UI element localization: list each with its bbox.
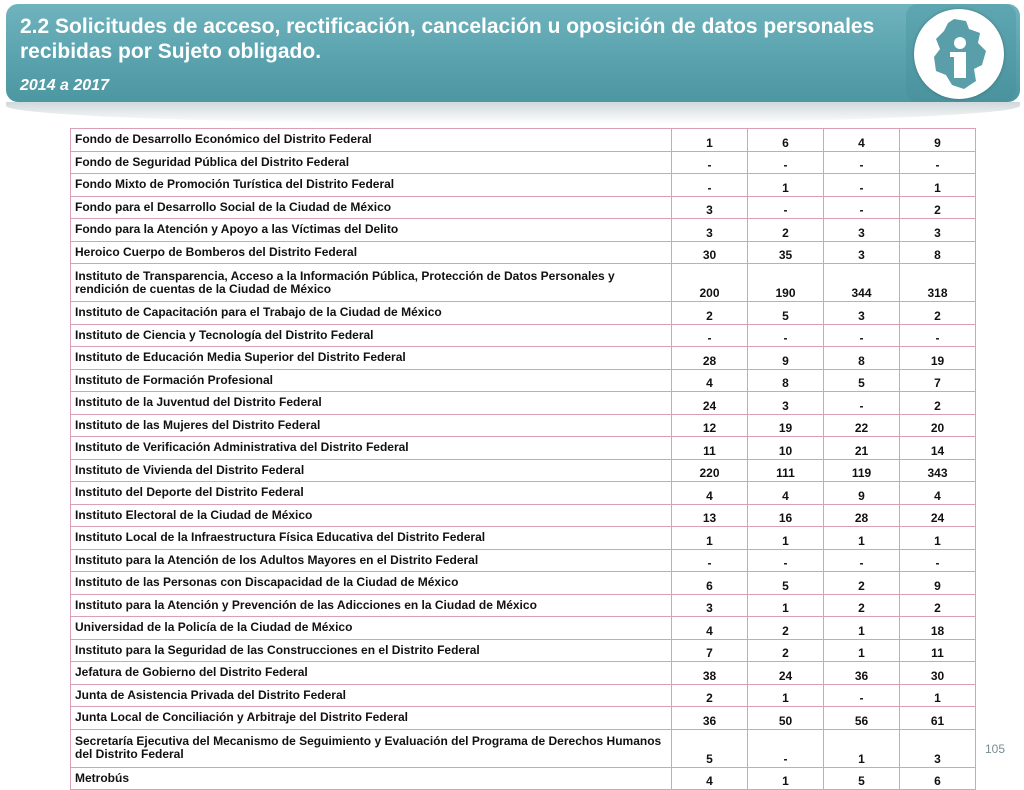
value-cell: 2 xyxy=(900,594,976,617)
value-cell: 4 xyxy=(672,482,748,505)
entity-name-cell: Instituto de la Juventud del Distrito Federal xyxy=(71,392,672,415)
value-cell: 13 xyxy=(672,504,748,527)
value-cell: 344 xyxy=(824,264,900,302)
value-cell: 4 xyxy=(824,129,900,152)
entity-name-cell: Jefatura de Gobierno del Distrito Federal xyxy=(71,662,672,685)
value-cell: 2 xyxy=(748,617,824,640)
table-row xyxy=(71,241,976,264)
value-cell: 2 xyxy=(900,196,976,219)
entity-name-cell: Instituto de Verificación Administrativa del Distrito Federal xyxy=(71,437,672,460)
table-row xyxy=(71,129,976,152)
value-cell: - xyxy=(824,174,900,197)
value-cell: 2 xyxy=(672,684,748,707)
value-cell: 119 xyxy=(824,459,900,482)
entity-name-cell: Instituto del Deporte del Distrito Federal xyxy=(71,482,672,505)
value-cell: 24 xyxy=(672,392,748,415)
table-row xyxy=(71,174,976,197)
value-cell: 111 xyxy=(748,459,824,482)
entity-name-cell: Junta Local de Conciliación y Arbitraje del Distrito Federal xyxy=(71,707,672,730)
entity-name-cell: Fondo Mixto de Promoción Turística del Distrito Federal xyxy=(71,174,672,197)
value-cell: 28 xyxy=(672,347,748,370)
value-cell: 30 xyxy=(900,662,976,685)
value-cell: 5 xyxy=(824,369,900,392)
value-cell: 4 xyxy=(672,369,748,392)
value-cell: 30 xyxy=(672,241,748,264)
value-cell: 8 xyxy=(748,369,824,392)
value-cell: 6 xyxy=(900,767,976,790)
table-row xyxy=(71,369,976,392)
value-cell: 19 xyxy=(900,347,976,370)
value-cell: - xyxy=(824,549,900,572)
value-cell: 3 xyxy=(672,219,748,242)
entity-name-cell: Instituto Electoral de la Ciudad de México xyxy=(71,504,672,527)
banner-shadow xyxy=(6,102,1020,124)
entity-name-cell: Instituto para la Seguridad de las Construcciones en el Distrito Federal xyxy=(71,639,672,662)
value-cell: 200 xyxy=(672,264,748,302)
value-cell: 1 xyxy=(672,527,748,550)
entity-name-cell: Instituto para la Atención y Prevención de las Adicciones en la Ciudad de México xyxy=(71,594,672,617)
value-cell: 1 xyxy=(748,767,824,790)
page-subtitle: 2014 a 2017 xyxy=(20,77,109,94)
value-cell: - xyxy=(900,549,976,572)
value-cell: 11 xyxy=(900,639,976,662)
table-row xyxy=(71,264,976,302)
value-cell: 14 xyxy=(900,437,976,460)
value-cell: 9 xyxy=(748,347,824,370)
entity-name-cell: Secretaría Ejecutiva del Mecanismo de Seguimiento y Evaluación del Programa de Derechos Humanos del Distrito Federal xyxy=(71,729,672,767)
entity-name-cell: Instituto de las Mujeres del Distrito Federal xyxy=(71,414,672,437)
value-cell: 1 xyxy=(748,174,824,197)
table-row xyxy=(71,707,976,730)
value-cell: 9 xyxy=(900,572,976,595)
value-cell: 1 xyxy=(672,129,748,152)
entity-name-cell: Instituto de Capacitación para el Trabajo de la Ciudad de México xyxy=(71,302,672,325)
value-cell: 10 xyxy=(748,437,824,460)
value-cell: 12 xyxy=(672,414,748,437)
table-row xyxy=(71,482,976,505)
table-row xyxy=(71,347,976,370)
value-cell: 20 xyxy=(900,414,976,437)
table-row xyxy=(71,729,976,767)
cdmx-map-info-icon xyxy=(914,9,1004,99)
value-cell: 5 xyxy=(672,729,748,767)
entity-name-cell: Instituto de Ciencia y Tecnología del Distrito Federal xyxy=(71,324,672,347)
value-cell: 24 xyxy=(748,662,824,685)
table-row xyxy=(71,549,976,572)
value-cell: 5 xyxy=(748,572,824,595)
entity-name-cell: Heroico Cuerpo de Bomberos del Distrito Federal xyxy=(71,241,672,264)
value-cell: 2 xyxy=(672,302,748,325)
value-cell: 4 xyxy=(672,767,748,790)
value-cell: 22 xyxy=(824,414,900,437)
value-cell: 16 xyxy=(748,504,824,527)
value-cell: 1 xyxy=(824,527,900,550)
page-number: 105 xyxy=(985,742,1006,756)
value-cell: - xyxy=(824,684,900,707)
table-row xyxy=(71,414,976,437)
value-cell: - xyxy=(748,549,824,572)
entity-name-cell: Instituto de Formación Profesional xyxy=(71,369,672,392)
table-row xyxy=(71,594,976,617)
value-cell: 36 xyxy=(672,707,748,730)
value-cell: 38 xyxy=(672,662,748,685)
table-row xyxy=(71,437,976,460)
entity-name-cell: Instituto para la Atención de los Adultos Mayores en el Distrito Federal xyxy=(71,549,672,572)
value-cell: 36 xyxy=(824,662,900,685)
table-row xyxy=(71,219,976,242)
entity-name-cell: Fondo para la Atención y Apoyo a las Víctimas del Delito xyxy=(71,219,672,242)
value-cell: 2 xyxy=(748,639,824,662)
table-row xyxy=(71,459,976,482)
value-cell: 1 xyxy=(900,527,976,550)
table-row xyxy=(71,302,976,325)
table-row xyxy=(71,392,976,415)
value-cell: 21 xyxy=(824,437,900,460)
value-cell: 1 xyxy=(900,174,976,197)
entity-name-cell: Metrobús xyxy=(71,767,672,790)
value-cell: 56 xyxy=(824,707,900,730)
table-row xyxy=(71,572,976,595)
value-cell: 61 xyxy=(900,707,976,730)
entity-name-cell: Fondo para el Desarrollo Social de la Ciudad de México xyxy=(71,196,672,219)
value-cell: - xyxy=(824,324,900,347)
value-cell: 6 xyxy=(748,129,824,152)
table-row xyxy=(71,617,976,640)
entity-name-cell: Instituto Local de la Infraestructura Física Educativa del Distrito Federal xyxy=(71,527,672,550)
requests-table xyxy=(70,128,976,790)
value-cell: 3 xyxy=(672,196,748,219)
value-cell: 4 xyxy=(900,482,976,505)
value-cell: - xyxy=(748,151,824,174)
value-cell: 1 xyxy=(900,684,976,707)
value-cell: - xyxy=(672,549,748,572)
value-cell: 19 xyxy=(748,414,824,437)
value-cell: 220 xyxy=(672,459,748,482)
value-cell: 3 xyxy=(824,302,900,325)
value-cell: 7 xyxy=(672,639,748,662)
value-cell: - xyxy=(672,174,748,197)
table-row xyxy=(71,196,976,219)
entity-name-cell: Instituto de Transparencia, Acceso a la Información Pública, Protección de Datos Personales y rendición de cuentas de la Ciudad de México xyxy=(71,264,672,302)
value-cell: 3 xyxy=(748,392,824,415)
value-cell: 9 xyxy=(824,482,900,505)
value-cell: - xyxy=(824,392,900,415)
table-row xyxy=(71,324,976,347)
value-cell: 5 xyxy=(824,767,900,790)
value-cell: - xyxy=(672,151,748,174)
value-cell: - xyxy=(900,151,976,174)
value-cell: 2 xyxy=(900,302,976,325)
table-row xyxy=(71,767,976,790)
value-cell: 3 xyxy=(672,594,748,617)
value-cell: 11 xyxy=(672,437,748,460)
value-cell: - xyxy=(824,196,900,219)
value-cell: - xyxy=(748,196,824,219)
value-cell: 1 xyxy=(748,527,824,550)
value-cell: 18 xyxy=(900,617,976,640)
table-row xyxy=(71,504,976,527)
value-cell: - xyxy=(748,324,824,347)
value-cell: 6 xyxy=(672,572,748,595)
value-cell: 3 xyxy=(824,241,900,264)
value-cell: - xyxy=(748,729,824,767)
value-cell: 8 xyxy=(900,241,976,264)
value-cell: 1 xyxy=(824,729,900,767)
table-row xyxy=(71,151,976,174)
value-cell: 50 xyxy=(748,707,824,730)
value-cell: 3 xyxy=(900,729,976,767)
value-cell: 2 xyxy=(748,219,824,242)
value-cell: 9 xyxy=(900,129,976,152)
value-cell: - xyxy=(824,151,900,174)
value-cell: 1 xyxy=(748,594,824,617)
entity-name-cell: Fondo de Seguridad Pública del Distrito Federal xyxy=(71,151,672,174)
entity-name-cell: Instituto de Vivienda del Distrito Federal xyxy=(71,459,672,482)
entity-name-cell: Universidad de la Policía de la Ciudad de México xyxy=(71,617,672,640)
value-cell: 1 xyxy=(748,684,824,707)
value-cell: 4 xyxy=(748,482,824,505)
value-cell: 2 xyxy=(900,392,976,415)
value-cell: 2 xyxy=(824,572,900,595)
value-cell: 4 xyxy=(672,617,748,640)
table-row xyxy=(71,527,976,550)
value-cell: 343 xyxy=(900,459,976,482)
value-cell: 5 xyxy=(748,302,824,325)
table-row xyxy=(71,639,976,662)
value-cell: 1 xyxy=(824,617,900,640)
entity-name-cell: Instituto de Educación Media Superior del Distrito Federal xyxy=(71,347,672,370)
value-cell: 3 xyxy=(824,219,900,242)
entity-name-cell: Junta de Asistencia Privada del Distrito Federal xyxy=(71,684,672,707)
value-cell: 318 xyxy=(900,264,976,302)
value-cell: 24 xyxy=(900,504,976,527)
value-cell: 2 xyxy=(824,594,900,617)
table-row xyxy=(71,684,976,707)
value-cell: - xyxy=(672,324,748,347)
entity-name-cell: Fondo de Desarrollo Económico del Distrito Federal xyxy=(71,129,672,152)
value-cell: 190 xyxy=(748,264,824,302)
logo-panel xyxy=(906,4,1016,102)
value-cell: - xyxy=(900,324,976,347)
value-cell: 8 xyxy=(824,347,900,370)
value-cell: 35 xyxy=(748,241,824,264)
table-row xyxy=(71,662,976,685)
value-cell: 28 xyxy=(824,504,900,527)
value-cell: 3 xyxy=(900,219,976,242)
value-cell: 1 xyxy=(824,639,900,662)
entity-name-cell: Instituto de las Personas con Discapacidad de la Ciudad de México xyxy=(71,572,672,595)
value-cell: 7 xyxy=(900,369,976,392)
page-title: 2.2 Solicitudes de acceso, rectificación, cancelación u oposición de datos personales recibidas por Sujeto obligado. xyxy=(20,15,875,63)
